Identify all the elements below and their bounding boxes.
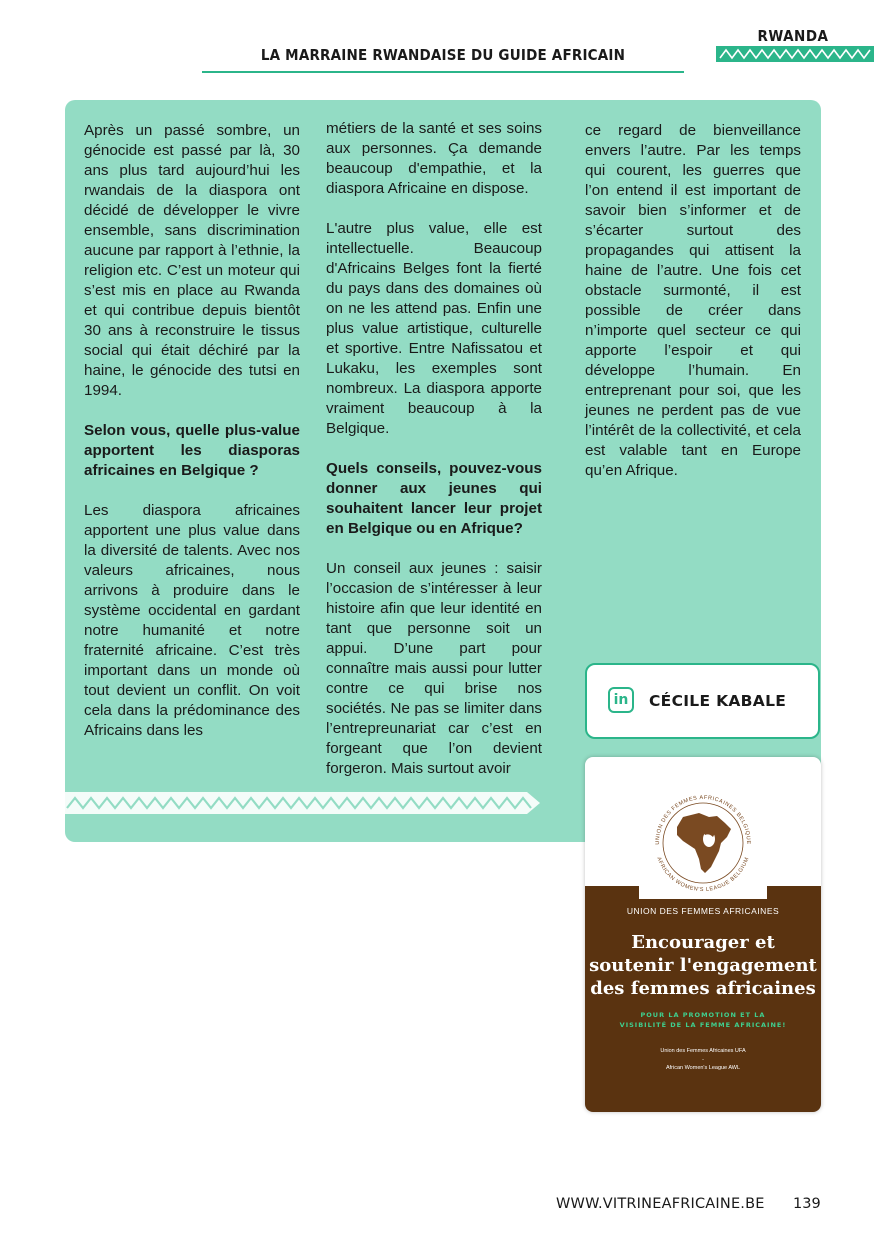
ad-logo-box xyxy=(639,787,767,899)
article-column-3 xyxy=(585,121,801,481)
header-title: LA MARRAINE RWANDAISE DU GUIDE AFRICAIN xyxy=(260,46,626,64)
ad-headline-line: Encourager et xyxy=(631,932,775,953)
ad-small-line-1: Union des Femmes Africaines UFA xyxy=(660,1048,746,1054)
ad-tagline-line: VISIBILITÉ DE LA FEMME AFRICAINE! xyxy=(619,1021,787,1029)
ad-headline-line: soutenir l'engagement xyxy=(589,955,817,976)
section-zigzag-band xyxy=(716,46,874,62)
interview-question: Selon vous, quelle plus-value apportent les diasporas africaines en Belgique ? xyxy=(84,422,300,479)
author-card xyxy=(585,663,820,739)
ad-small-line-3: African Women's League AWL xyxy=(665,1065,741,1071)
africa-logo-icon xyxy=(639,787,767,899)
section-label: RWANDA xyxy=(757,27,829,45)
zigzag-decoration xyxy=(65,792,540,814)
paragraph: métiers de la santé et ses soins aux personnes. Ça demande beaucoup d'empathie, et la diaspora Africaine en dispose. xyxy=(326,120,542,197)
page-number: 139 xyxy=(793,1196,821,1212)
author-name: CÉCILE KABALE xyxy=(649,692,787,710)
linkedin-icon[interactable]: in xyxy=(608,687,634,713)
paragraph: L'autre plus value, elle est intellectuelle. Beaucoup d'Africains Belges font la fierté du pays dans des domaines où on ne les attend pas. Enfin une plus value artistique, culturelle et sportive. Entre Nafissatou et Lukaku, les exemples sont nombreux. La diaspora apporte vraiment beaucoup à la Belgique. xyxy=(326,220,542,437)
interview-question: Quels conseils, pouvez-vous donner aux jeunes qui souhaitent lancer leur projet en Belgique ou en Afrique? xyxy=(326,460,542,537)
logo-ring-bottom-text: AFRICAN WOMEN'S LEAGUE BELGIUM xyxy=(655,856,751,894)
article-column-1 xyxy=(84,121,300,741)
advertisement xyxy=(585,757,821,1112)
ad-org-name: UNION DES FEMMES AFRICAINES xyxy=(626,906,780,916)
ad-headline-line: des femmes africaines xyxy=(590,978,816,999)
paragraph: Un conseil aux jeunes : saisir l’occasion de s’intéresser à leur histoire afin que leur identité en tant que personne soit un appui. D’une part pour connaître mais aussi pour lutter contre ce qui brise nos sociétés. Ne pas se limiter dans l’entrepreunariat car c’est en forgeant que l’on devient forgeron. Mais surtout avoir xyxy=(326,560,542,777)
ad-tagline-line: POUR LA PROMOTION ET LA xyxy=(640,1011,766,1019)
paragraph: Après un passé sombre, un génocide est passé par là, 30 ans plus tard aujourd’hui les rwandais de la diaspora ont décidé de développer le vivre ensemble, sans discrimination aucune par rapport à l’ethnie, la religion etc. C’est un moteur qui s’est mis en place au Rwanda et qui contribue depuis bientôt 30 ans à reconstruire le tissus social qui était déchiré par la haine, le génocide des tutsi en 1994. xyxy=(84,122,300,399)
logo-ring-top-text: UNION DES FEMMES AFRICAINES BELGIQUE xyxy=(654,794,752,845)
ad-tagline xyxy=(595,1010,811,1030)
ad-headline xyxy=(589,931,817,1000)
paragraph: Les diaspora africaines apportent une plus value dans la diversité de talents. Avec nos valeurs africaines, nous arrivons à produire dans le système occidental en gardant notre humanité et notre fraternité africaine. C’est très important dans un monde où tout devient un conflit. On voit cela dans la prédominance des Africains dans les xyxy=(84,502,300,739)
article-column-2 xyxy=(326,119,542,779)
header-rule xyxy=(202,71,684,73)
paragraph: ce regard de bienveillance envers l’autre. Par les temps qui courent, les guerres que l’on entend il est important de savoir bien s’informer et de s’écarter surtout des propagandes qui attisent la haine de l’autre. Une fois cet obstacle surmonté, il est possible de créer dans n’importe quel secteur ce qui apporte l’espoir et qui développe l’humain. En entreprenant pour soi, que les jeunes ne perdent pas de vue l’intérêt de la collectivité, et cela est valable tant en Europe qu’en Afrique. xyxy=(585,122,801,479)
footer-url[interactable]: WWW.VITRINEAFRICAINE.BE xyxy=(556,1196,765,1212)
ad-small-line-2: - xyxy=(702,1057,704,1063)
